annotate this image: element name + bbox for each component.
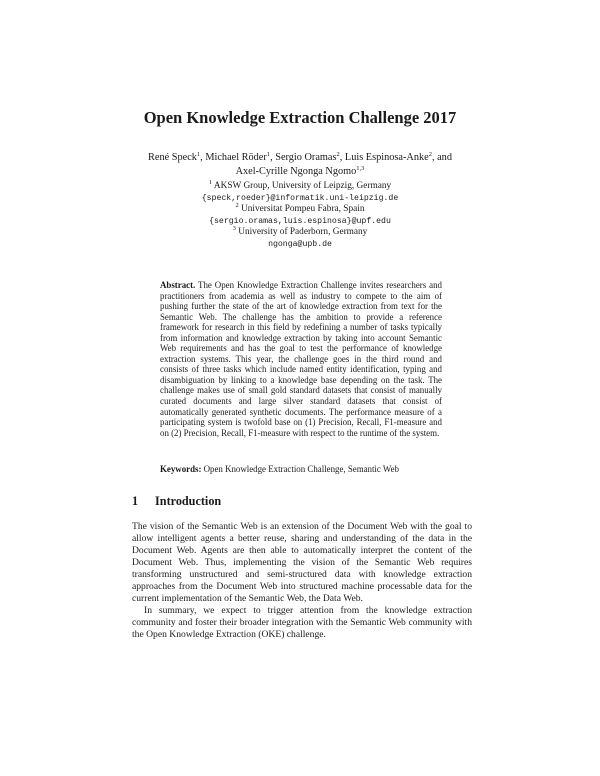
section-number: 1 xyxy=(132,494,139,508)
affiliation-3 xyxy=(100,227,500,239)
abstract-text: The Open Knowledge Extraction Challenge invites researchers and practitioners from academia as well as industry to compete to the aim of pushing further the state of the art of knowledge extraction from text for the Semantic Web. The challenge has the ambition to provide a reference framework for research in this field by redefining a number of tasks typically from information and knowledge extraction by taking into account Semantic Web requirements and has the goal to test the performance of knowledge extraction systems. This year, the challenge goes in the third round and consists of three tasks which include named entity identification, typing and disambiguation by linking to a knowledge base depending on the task. The challenge makes use of small gold standard datasets that consist of manually curated documents and large silver standard datasets that consist of automatically generated synthetic documents. The performance measure of a participating system is twofold base on (1) Precision, Recall, F1-measure and on (2) Precision, Recall, F1-measure with respect to the runtime of the system. xyxy=(160,280,442,438)
affiliation-email: ngonga@upb.de xyxy=(268,239,332,249)
affiliation-mark: 3 xyxy=(232,225,236,233)
author-name: Sergio Oramas xyxy=(275,152,337,163)
author-separator: , xyxy=(200,152,206,163)
section-body xyxy=(132,521,472,641)
author-name: Michael Röder xyxy=(205,152,267,163)
affiliation-name: AKSW Group, University of Leipzig, Germany xyxy=(213,181,392,191)
affiliation-email: {speck,roeder}@informatik.uni-leipzig.de xyxy=(201,193,399,203)
keywords-text: Open Knowledge Extraction Challenge, Semantic Web xyxy=(203,464,399,474)
author-separator: , xyxy=(270,152,276,163)
section-heading xyxy=(132,494,472,509)
author-affiliation-mark: 2 xyxy=(428,151,432,158)
author-line-1 xyxy=(100,151,500,165)
affiliation-email: {sergio.oramas,luis.espinosa}@upf.edu xyxy=(209,216,391,226)
author-separator: , xyxy=(339,152,345,163)
author-affiliation-mark: 1 xyxy=(266,151,271,158)
affiliation-2 xyxy=(100,204,500,216)
abstract-label: Abstract. xyxy=(160,280,196,290)
affiliation-name: Universitat Pompeu Fabra, Spain xyxy=(241,204,365,215)
paper-title: Open Knowledge Extraction Challenge 2017 xyxy=(143,108,457,127)
affiliation-mark: 2 xyxy=(235,202,239,210)
keywords-label: Keywords: xyxy=(160,464,202,474)
author-affiliation-mark: 1,3 xyxy=(356,164,365,172)
section-title: Introduction xyxy=(155,494,222,508)
abstract xyxy=(160,280,442,438)
author-affiliation-mark: 2 xyxy=(336,151,340,158)
author-name: Axel-Cyrille Ngonga Ngomo xyxy=(235,165,357,177)
affiliation-1 xyxy=(100,181,500,193)
author-line-2 xyxy=(100,165,500,179)
author-affiliation-mark: 1 xyxy=(196,151,201,158)
keywords xyxy=(160,464,450,475)
body-paragraph: In summary, we expect to trigger attention from the knowledge extraction community and foster their broader integration with the Semantic Web community with the Open Knowledge Extraction (OKE) challenge. xyxy=(132,605,472,641)
author-list xyxy=(100,151,500,178)
affiliation-mark: 1 xyxy=(208,179,213,186)
body-paragraph: The vision of the Semantic Web is an extension of the Document Web with the goal to allow intelligent agents a better reuse, sharing and understanding of the data in the Document Web. Agents are then able to automatically interpret the content of the Document Web. Thus, implementing the vision of the Semantic Web requires transforming unstructured and semi-structured data with knowledge extraction approaches from the Document Web into structured machine processable data for the current implementation of the Semantic Web, the Data Web. xyxy=(132,521,472,605)
author-name: René Speck xyxy=(148,152,197,163)
affiliation-name: University of Paderborn, Germany xyxy=(238,227,368,238)
author-name: Luis Espinosa-Anke xyxy=(344,152,429,163)
author-separator: , and xyxy=(431,152,452,163)
affiliations xyxy=(100,181,500,251)
